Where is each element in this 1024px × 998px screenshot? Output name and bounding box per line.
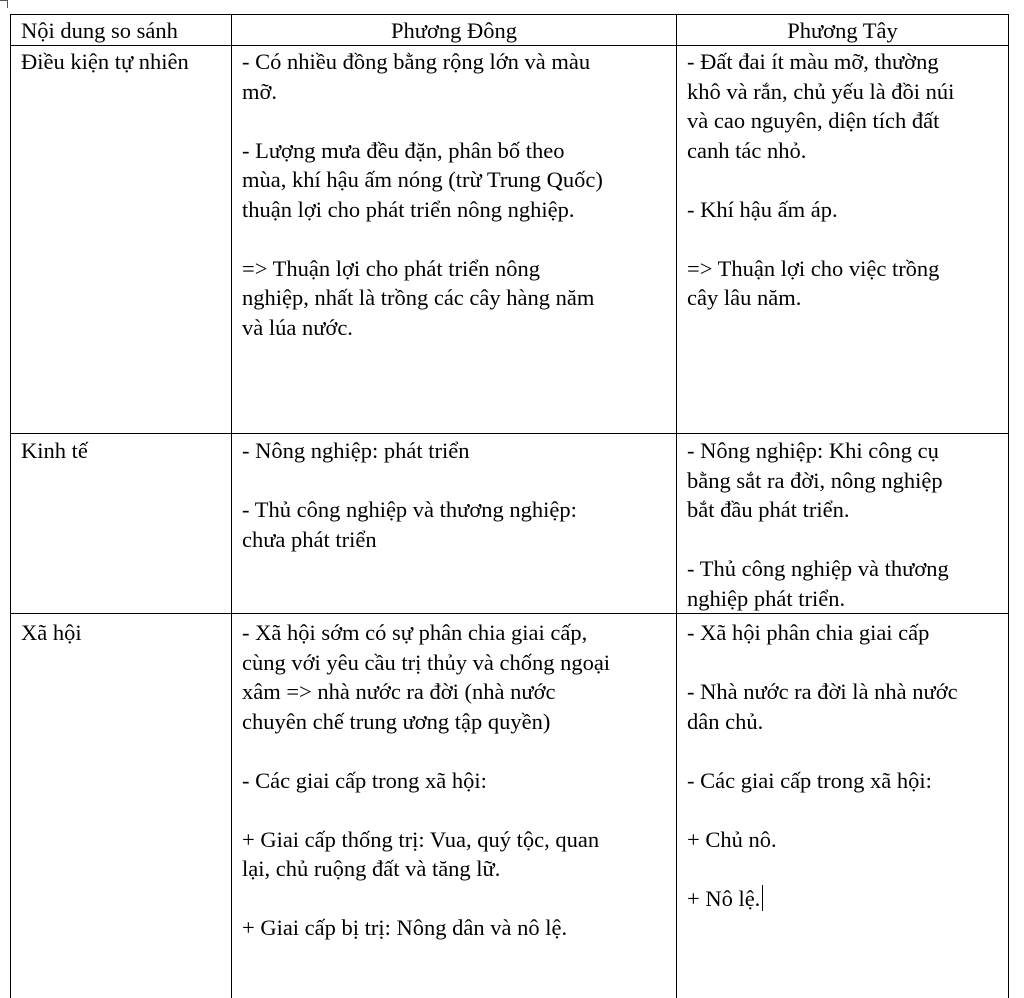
cell-text-line: - Đất đai ít màu mỡ, thường [687, 47, 998, 77]
text-cursor [762, 885, 763, 911]
cell-text-line: xâm => nhà nước ra đời (nhà nước [242, 677, 666, 707]
cell-paragraph [242, 618, 666, 736]
cell-text-line: cùng với yêu cầu trị thủy và chống ngoại [242, 648, 666, 678]
cell-text-line: => Thuận lợi cho việc trồng [687, 254, 998, 284]
cell-east-society[interactable] [232, 614, 677, 998]
cell-paragraph [687, 825, 998, 855]
row-label-society[interactable]: Xã hội [11, 614, 232, 998]
cell-paragraph [687, 766, 998, 796]
cell-text-line: và cao nguyên, diện tích đất [687, 106, 998, 136]
cell-paragraph [242, 136, 666, 225]
cell-text-line: dân chủ. [687, 707, 998, 737]
cell-east-natural-conditions[interactable] [232, 46, 677, 434]
cell-text-line: - Các giai cấp trong xã hội: [242, 766, 666, 796]
table-move-handle[interactable] [0, 0, 8, 8]
cell-text-line: nghiệp phát triển. [687, 584, 998, 614]
cell-text-line: chưa phát triển [242, 525, 666, 555]
cell-paragraph [242, 825, 666, 884]
cell-text-line: + Giai cấp thống trị: Vua, quý tộc, quan [242, 825, 666, 855]
cell-text-line: - Lượng mưa đều đặn, phân bố theo [242, 136, 666, 166]
cell-text-line: cây lâu năm. [687, 283, 998, 313]
cell-text-line: - Nhà nước ra đời là nhà nước [687, 677, 998, 707]
header-cell-west[interactable]: Phương Tây [677, 15, 1009, 46]
cell-paragraph [242, 254, 666, 343]
cell-text-line: - Thủ công nghiệp và thương nghiệp: [242, 495, 666, 525]
cell-paragraph [242, 47, 666, 106]
cell-text-line: - Các giai cấp trong xã hội: [687, 766, 998, 796]
cell-paragraph [687, 254, 998, 313]
cell-paragraph [242, 436, 666, 466]
cell-text-line: mùa, khí hậu ấm nóng (trừ Trung Quốc) [242, 165, 666, 195]
cell-paragraph [687, 554, 998, 613]
cell-text-line: + Giai cấp bị trị: Nông dân và nô lệ. [242, 913, 666, 943]
cell-text-line: mỡ. [242, 77, 666, 107]
table-row [11, 46, 1009, 434]
cell-text-line: - Xã hội sớm có sự phân chia giai cấp, [242, 618, 666, 648]
cell-west-society[interactable] [677, 614, 1009, 998]
cell-text-line: - Có nhiều đồng bằng rộng lớn và màu [242, 47, 666, 77]
cell-text-line: + Chủ nô. [687, 825, 998, 855]
cell-text-line: thuận lợi cho phát triển nông nghiệp. [242, 195, 666, 225]
header-cell-east[interactable]: Phương Đông [232, 15, 677, 46]
comparison-table [10, 14, 1009, 998]
cell-paragraph [687, 677, 998, 736]
cell-text-line: bằng sắt ra đời, nông nghiệp [687, 466, 998, 496]
cell-paragraph [242, 495, 666, 554]
table-row [11, 434, 1009, 614]
cell-west-natural-conditions[interactable] [677, 46, 1009, 434]
cell-text-line: canh tác nhỏ. [687, 136, 998, 166]
cell-paragraph [687, 47, 998, 165]
row-label-economy[interactable]: Kinh tế [11, 434, 232, 614]
row-label-natural-conditions[interactable]: Điều kiện tự nhiên [11, 46, 232, 434]
header-cell-topic[interactable]: Nội dung so sánh [11, 15, 232, 46]
cell-text-line: nghiệp, nhất là trồng các cây hàng năm [242, 283, 666, 313]
table-row [11, 614, 1009, 998]
cell-west-economy[interactable] [677, 434, 1009, 614]
cell-paragraph [687, 884, 998, 914]
cell-text-line: và lúa nước. [242, 313, 666, 343]
cell-text-line: - Xã hội phân chia giai cấp [687, 618, 998, 648]
cell-text-line: bắt đầu phát triển. [687, 495, 998, 525]
cell-paragraph [687, 618, 998, 648]
cell-paragraph [242, 766, 666, 796]
cell-text-line: khô và rắn, chủ yếu là đồi núi [687, 77, 998, 107]
cell-text-line: - Thủ công nghiệp và thương [687, 554, 998, 584]
table-header-row [11, 15, 1009, 46]
cell-paragraph [242, 913, 666, 943]
cell-text-line: - Nông nghiệp: Khi công cụ [687, 436, 998, 466]
cell-paragraph [687, 436, 998, 525]
cell-text-line: + Nô lệ. [687, 884, 998, 914]
cell-east-economy[interactable] [232, 434, 677, 614]
cell-paragraph [687, 195, 998, 225]
cell-text-line: => Thuận lợi cho phát triển nông [242, 254, 666, 284]
cell-text-line: chuyên chế trung ương tập quyền) [242, 707, 666, 737]
cell-text-line: - Khí hậu ấm áp. [687, 195, 998, 225]
cell-text-line: lại, chủ ruộng đất và tăng lữ. [242, 854, 666, 884]
cell-text-line: - Nông nghiệp: phát triển [242, 436, 666, 466]
